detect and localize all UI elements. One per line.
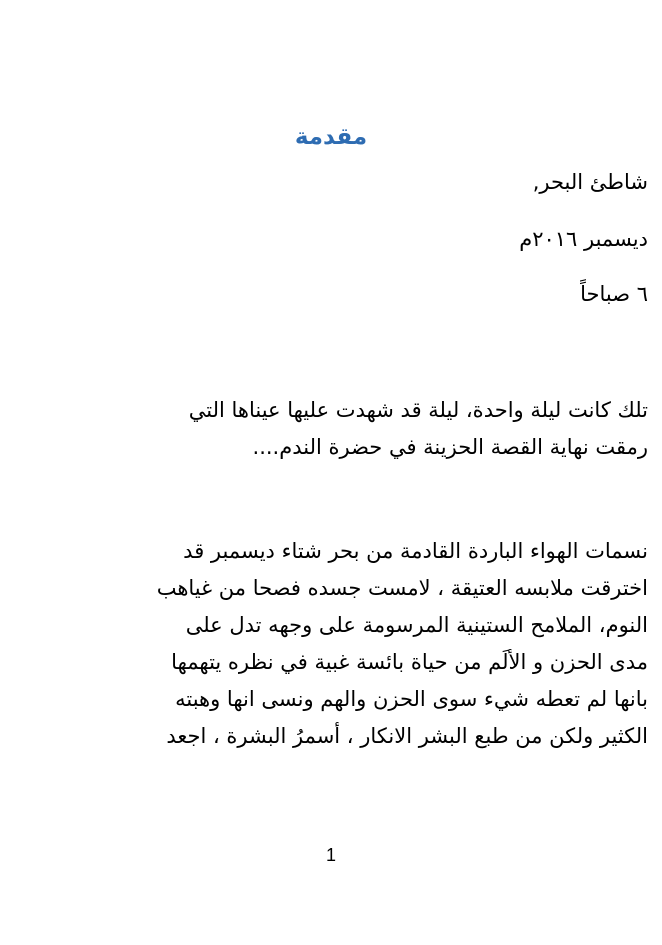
page-title: مقدمة (294, 124, 368, 150)
date-line: ديسمبر ٢٠١٦م (519, 227, 648, 251)
paragraph-body (58, 533, 648, 755)
page-number: 1 (325, 845, 336, 865)
location-line: شاطئ البحر, (532, 170, 648, 194)
paragraph-intro (58, 392, 648, 466)
paragraph-line: الكثير ولكن من طبع البشر الانكار ، أسمرُ البشرة ، اجعد (166, 724, 648, 748)
paragraph-line: اخترقت ملابسه العتيقة ، لامست جسده فصحا من غياهب (156, 576, 648, 600)
time-line: ٦ صباحاً (580, 282, 648, 306)
paragraph-line: بانها لم تعطه شيء سوى الحزن والهم ونسى انها وهبته (175, 687, 648, 711)
paragraph-line: مدى الحزن و الألَم من حياة بائسة غبية في نظره يتهمها (171, 650, 648, 674)
paragraph-line: نسمات الهواء الباردة القادمة من بحر شتاء ديسمبر قد (183, 539, 648, 563)
paragraph-line: النوم، الملامح الستينية المرسومة على وجهه تدل على (185, 613, 648, 637)
paragraph-line: رمقت نهاية القصة الحزينة في حضرة الندم.... (252, 435, 648, 459)
paragraph-line: تلك كانت ليلة واحدة، ليلة قد شهدت عليها عيناها التي (188, 398, 648, 422)
